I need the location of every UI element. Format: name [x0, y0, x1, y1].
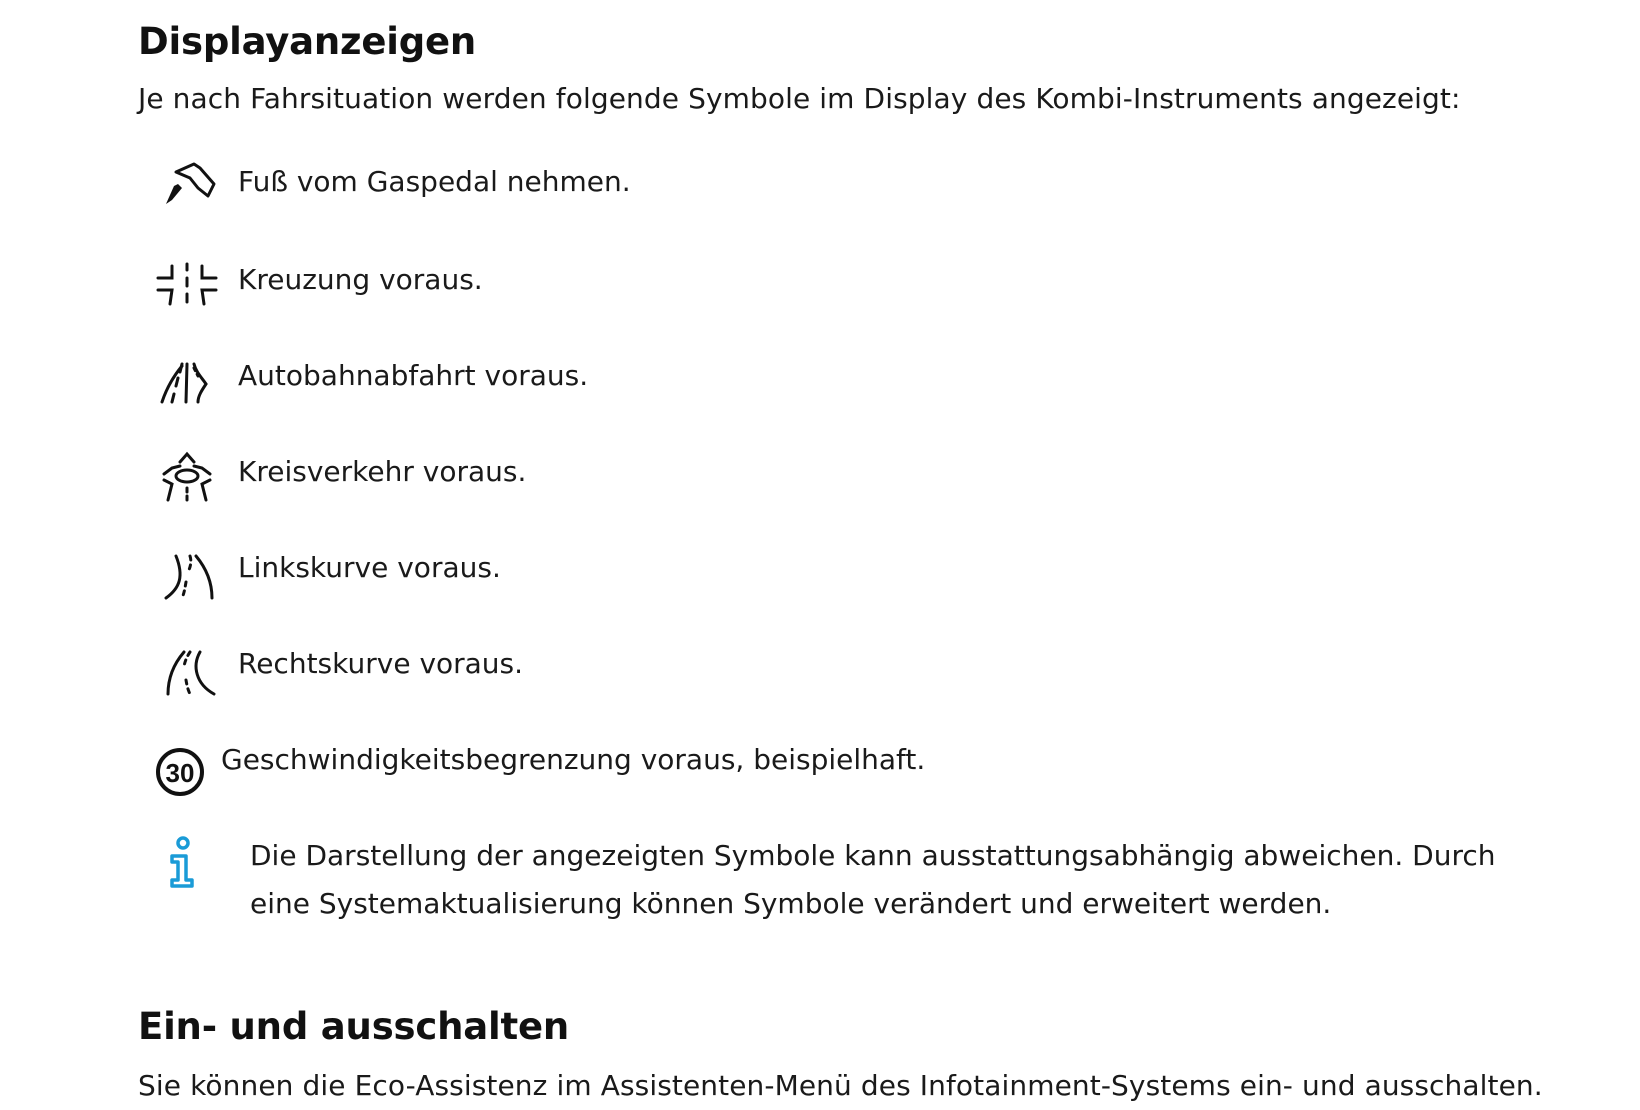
symbol-label: Kreisverkehr voraus.	[238, 455, 527, 488]
left-curve-ahead-icon	[150, 548, 222, 608]
symbol-label: Geschwindigkeitsbegrenzung voraus, beispielhaft.	[221, 743, 926, 776]
info-note-text: Die Darstellung der angezeigten Symbole kann ausstattungsabhängig abweichen. Durch eine Systemaktualisierung können Symbole verändert und erweitert werden.	[250, 839, 1496, 920]
roundabout-ahead-icon	[150, 452, 222, 512]
symbol-label: Kreuzung voraus.	[238, 263, 483, 296]
foot-off-gas-pedal-icon	[150, 162, 222, 222]
section-heading-display: Displayanzeigen	[138, 20, 477, 63]
section-intro: Je nach Fahrsituation werden folgende Symbole im Display des Kombi-Instruments angezeigt:	[138, 82, 1461, 115]
section-body-on-off: Sie können die Eco-Assistenz im Assistenten-Menü des Infotainment-Systems ein- und ausschalten.	[138, 1069, 1543, 1102]
symbol-label: Linkskurve voraus.	[238, 551, 501, 584]
info-icon	[164, 836, 200, 890]
speed-limit-value: 30	[165, 758, 195, 788]
symbol-label: Fuß vom Gaspedal nehmen.	[238, 165, 631, 198]
right-curve-ahead-icon	[150, 644, 222, 704]
section-heading-on-off: Ein- und ausschalten	[138, 1005, 569, 1048]
info-note	[150, 832, 1496, 942]
motorway-exit-ahead-icon	[150, 356, 222, 416]
intersection-ahead-icon	[150, 260, 222, 320]
symbol-label: Autobahnabfahrt voraus.	[238, 359, 589, 392]
speed-limit-icon	[150, 740, 222, 800]
symbol-label: Rechtskurve voraus.	[238, 647, 524, 680]
